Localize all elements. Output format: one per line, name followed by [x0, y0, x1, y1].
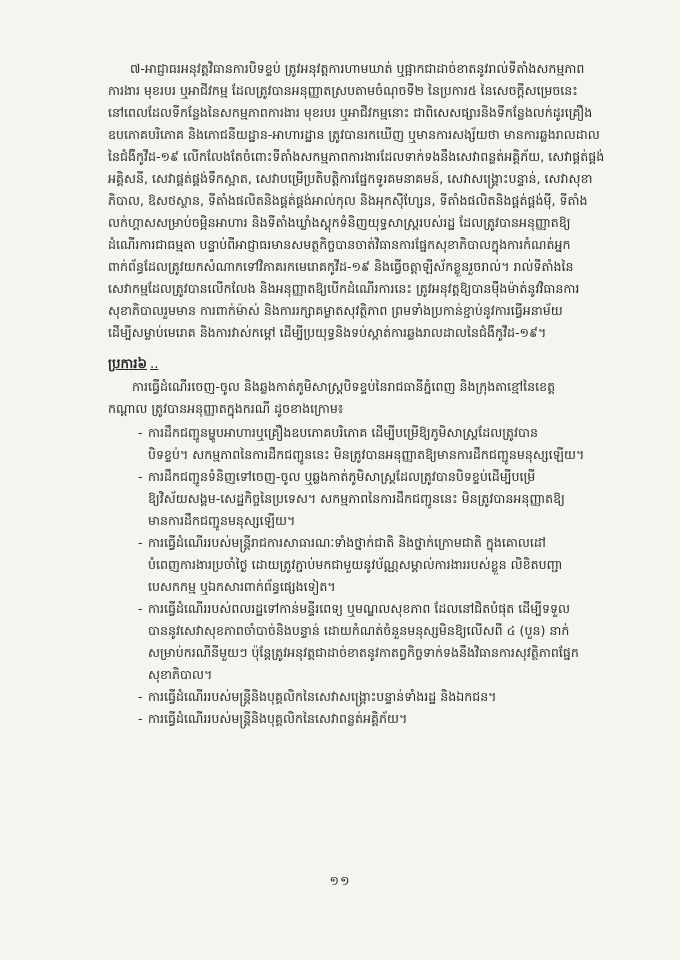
clause-7-line: ការងារ មុខរបរ ឬអាជីវកម្ម ដែលត្រូវបានអនុញ្ញាតស្របតាមចំណុចទី២ នៃប្រការ៥ នៃសេចក្ដីសម្រេចនេះ	[108, 83, 578, 98]
clause-7-line: ពាក់ព័ន្ធដែលត្រូវយកសំណាកទៅវិភាគរកមេរោគកូវីដ-១៩ និងធ្វើចត្តាឡីស័កខ្លួនរួចរាល់។ រាល់ទីតាំងនៃ	[108, 259, 574, 274]
article-6-intro-line: កណ្ដាល ត្រូវបានអនុញ្ញាតក្នុងករណី ដូចខាងក្រោម៖	[108, 401, 344, 416]
list-item-line: ការធ្វើដំណើររបស់ពលរដ្ឋទៅកាន់មន្ទីរពេទ្យ ឬមណ្ឌលសុខភាព ដែលនៅជិតបំផុត ដើម្បីទទួល	[148, 601, 570, 616]
list-item-line: ការធ្វើដំណើររបស់មន្ត្រីរាជការសាធារណៈទាំងថ្នាក់ជាតិ និងថ្នាក់ក្រោមជាតិ ក្នុងគោលដៅ	[148, 535, 546, 550]
clause-7-line: សុខាភិបាលរួមមាន ការពាក់ម៉ាស់ និងការរក្សាគម្លាតសុវត្ថិភាព ព្រមទាំងប្រកាន់ខ្ជាប់នូវការធ្វើអនាម័យ	[108, 303, 563, 318]
list-bullet: -	[138, 425, 143, 440]
list-item	[108, 422, 606, 466]
article-6-intro-line: ការធ្វើដំណើរចេញ-ចូល និងឆ្លងកាត់ភូមិសាស្ត្របិទខ្ទប់នៃរាជធានីភ្នំពេញ និងក្រុងតាខ្មៅនៃខេត្ត	[132, 379, 556, 394]
clause-7-line: ដើម្បីសម្លាប់មេរោគ និងការវាស់កម្ដៅ ដើម្បីប្រយុទ្ធនិងទប់ស្កាត់ការឆ្លងរាលដាលនៃជំងឺកូវីដ-១៩។	[108, 325, 547, 340]
clause-7-line: ៧-អាជ្ញាធរអនុវត្តវិធានការបិទខ្ទប់ ត្រូវអនុវត្តការហាមឃាត់ ឬផ្អាកជាដាច់ខាតនូវរាល់ទីតាំងសកម្មភាព	[130, 61, 585, 76]
list-item-line: ឱ្យវិស័យសង្គម-សេដ្ឋកិច្ចនៃប្រទេស។ សកម្មភាពនៃការដឹកជញ្ជូននេះ មិនត្រូវបានអនុញ្ញាតឱ្យ	[148, 491, 565, 506]
list-item	[108, 532, 606, 598]
list-bullet: -	[138, 711, 143, 726]
clause-7-line: នៃជំងឺកូវីដ-១៩ លើកលែងតែចំពោះទីតាំងសកម្មភាពការងារដែលទាក់ទងនឹងសេវាពន្លត់អគ្គិភ័យ, សេវាផ្គត់ផ្គង់	[108, 149, 605, 164]
list-bullet: -	[138, 535, 143, 550]
list-item-line: ការដឹកជញ្ជូនម្ហូបអាហារឬគ្រឿងឧបភោគបរិភោគ ដើម្បីបម្រើឱ្យភូមិសាស្ត្រដែលត្រូវបាន	[148, 425, 538, 440]
list-bullet: -	[138, 469, 143, 484]
list-item	[108, 598, 606, 686]
clause-7-paragraph	[108, 58, 606, 344]
article-6-heading-dots: ..	[149, 357, 159, 372]
article-6-intro	[108, 376, 606, 420]
list-bullet: -	[138, 689, 143, 704]
list-item	[108, 466, 606, 532]
clause-7-line: ដំណើរការជាធម្មតា បន្ទាប់ពីអាជ្ញាធរមានសមត្ថកិច្ចបានចាត់វិធានការផ្នែកសុខាភិបាលក្នុងការកំណត់អ្នក	[108, 237, 571, 252]
clause-7-line: សេវាកម្មដែលត្រូវបានលើកលែង និងអនុញ្ញាតឱ្យបើកដំណើរការនេះ ត្រូវអនុវត្តឱ្យបានម៉ឺងម៉ាត់នូវវិធានការ	[108, 281, 580, 296]
clause-7-line: នៅពេលដែលទីកន្លែងនៃសកម្មភាពការងារ មុខរបរ ឬអាជីវកម្មនោះ ជាពិសេសផ្សារនិងទីកន្លែងលក់ដូរគ្រឿង	[108, 105, 593, 120]
clause-7-line: អគ្គិសនី, សេវាផ្គត់ផ្គង់ទឹកស្អាត, សេវាបម្រើប្រតិបត្តិការផ្នែកទូរគមនាគមន៍, សេវាសង្គ្រោះបន្ទាន់, សេវាសុខា	[108, 171, 593, 186]
list-item-line: បាននូវសេវាសុខភាពចាំបាច់និងបន្ទាន់ ដោយកំណត់ចំនួនមនុស្សមិនឱ្យលើសពី ៤ (បួន) នាក់	[148, 623, 570, 638]
list-item-line: ការដឹកជញ្ជូនទំនិញទៅចេញ-ចូល ឬឆ្លងកាត់ភូមិសាស្ត្រដែលត្រូវបានបិទខ្ទប់ដើម្បីបម្រើ	[148, 469, 536, 484]
list-item	[108, 686, 606, 708]
list-item-line: បេសកកម្ម ឬឯកសារពាក់ព័ន្ធផ្សេងទៀត។	[148, 579, 336, 594]
list-item-line: សម្រាប់ករណីនីមួយៗ ប៉ុន្តែត្រូវអនុវត្តជាដាច់ខាតនូវកាតព្វកិច្ចទាក់ទងនឹងវិធានការសុវត្ថិភាពផ្នែក	[148, 645, 579, 660]
article-6-heading-text: ប្រការ៦	[108, 357, 147, 372]
clause-7-line: ភិបាល, ឱសថស្ថាន, ទីតាំងផលិតនិងផ្គត់ផ្គង់អាល់កុល និងអុកស៊ីហ្សែន, ទីតាំងផលិតនិងផ្គត់ផ្គង់ម៉ី, ទីតាំង	[108, 193, 588, 208]
clause-7-line: លក់ហ្គាសសម្រាប់ចម្អិនអាហារ និងទីតាំងឃ្លាំងស្តុកទំនិញយុទ្ធសាស្ត្ររបស់រដ្ឋ ដែលត្រូវបានអនុញ្ញាតឱ្យ	[108, 215, 571, 230]
list-item-line: មានការដឹកជញ្ជូនមនុស្សឡើយ។	[148, 513, 296, 528]
list-item	[108, 708, 606, 730]
article-6-list	[108, 422, 606, 730]
list-item-line: ការធ្វើដំណើររបស់មន្ត្រីនិងបុគ្គលិកនៃសេវាសង្គ្រោះបន្ទាន់ទាំងរដ្ឋ និងឯកជន។	[148, 689, 497, 704]
clause-7-line: ឧបភោគបរិភោគ និងភោជនីយដ្ឋាន-អាហារដ្ឋាន ត្រូវបានរកឃើញ ឬមានការសង្ស័យថា មានការឆ្លងរាលដាល	[108, 127, 600, 142]
list-item-line: សុខាភិបាល។	[148, 667, 213, 682]
list-item-line: បិទខ្ទប់។ សកម្មភាពនៃការដឹកជញ្ជូននេះ មិនត្រូវបានអនុញ្ញាតឱ្យមានការដឹកជញ្ជូនមនុស្សឡើយ។	[148, 447, 585, 462]
page-number: ១១	[329, 873, 351, 888]
list-item-line: ការធ្វើដំណើររបស់មន្ត្រីនិងបុគ្គលិកនៃសេវាពន្លត់អគ្គិភ័យ។	[148, 711, 408, 726]
page-content	[108, 58, 606, 730]
article-6-heading	[108, 354, 606, 376]
list-item-line: បំពេញការងារប្រចាំថ្ងៃ ដោយត្រូវភ្ជាប់មកជាមួយនូវប័ណ្ណសម្គាល់ការងាររបស់ខ្លួន លិខិតបញ្ជា	[148, 557, 563, 572]
list-bullet: -	[138, 601, 143, 616]
